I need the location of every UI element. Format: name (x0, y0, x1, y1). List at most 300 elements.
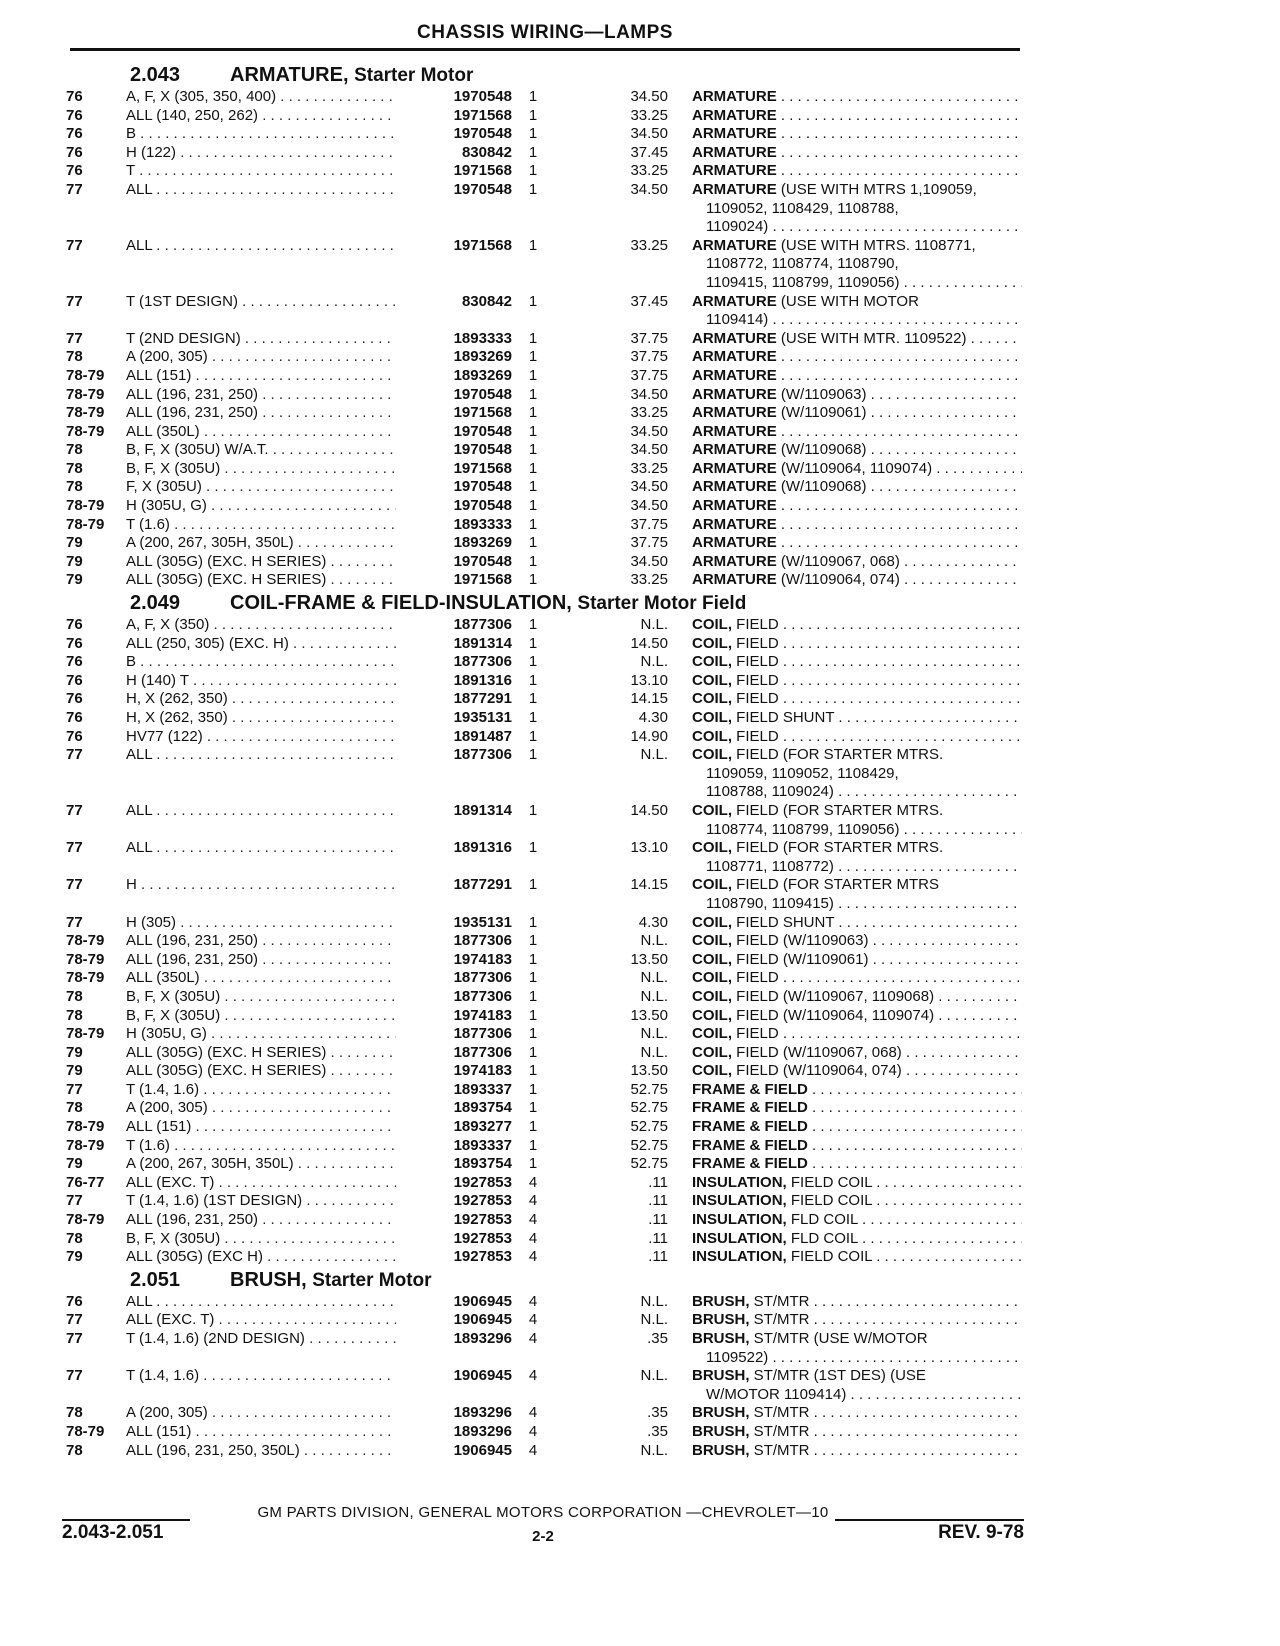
table-row (66, 709, 1026, 728)
description-keyword: COIL, (692, 690, 732, 708)
part-number: 1974183 (396, 1062, 512, 1081)
section-subtitle: Starter Motor Field (577, 593, 747, 615)
table-row (66, 1155, 1026, 1174)
price: N.L. (640, 1292, 668, 1310)
model-year: 79 (66, 571, 83, 589)
quantity: 1 (528, 106, 538, 124)
model-text: B, F, X (305U) (126, 459, 221, 477)
model-year: 77 (66, 1330, 83, 1347)
part-number: 1877291 (396, 876, 512, 895)
part-number: 1974183 (396, 951, 512, 970)
description-line (692, 635, 1022, 654)
price: 52.75 (630, 1136, 668, 1154)
description-detail: FIELD SHUNT (732, 913, 835, 931)
table-row (66, 553, 1026, 572)
description-detail: FIELD (732, 616, 779, 634)
model-text: ALL (250, 305) (EXC. H) (126, 634, 289, 652)
quantity: 1 (528, 515, 538, 533)
price: N.L. (640, 1441, 668, 1459)
quantity: 1 (528, 1136, 538, 1154)
model-year: 76 (66, 634, 83, 652)
description-line (692, 367, 1022, 386)
table-row (66, 839, 1026, 876)
model-year: 79 (66, 534, 83, 552)
part-description (692, 1044, 1022, 1063)
model-text: ALL (196, 231, 250) (126, 932, 259, 950)
model-year: 79 (66, 1062, 83, 1080)
quantity: 1 (528, 236, 538, 254)
description-keyword: BRUSH, (692, 1367, 750, 1385)
part-number: 1935131 (396, 914, 512, 933)
part-description (692, 441, 1022, 460)
description-line (692, 348, 1022, 367)
description-line (692, 616, 1022, 635)
table-row (66, 1442, 1026, 1461)
quantity: 1 (528, 671, 538, 689)
model-text: T (1.4, 1.6) (126, 1080, 200, 1098)
description-keyword: ARMATURE (692, 162, 777, 180)
part-number: 1891314 (396, 635, 512, 654)
quantity: 1 (528, 913, 538, 931)
model-text: ALL (EXC. T) (126, 1311, 215, 1329)
model-text: ALL (305G) (EXC. H SERIES) (126, 571, 327, 589)
price: .11 (648, 1229, 668, 1247)
model-text: ALL (151) (126, 366, 192, 384)
model-text: T (1.4, 1.6) (126, 1367, 200, 1385)
table-row (66, 367, 1026, 386)
description-line (692, 653, 1022, 672)
price: 33.25 (630, 162, 668, 180)
model-text: F, X (305U) (126, 478, 202, 496)
description-line (692, 1155, 1022, 1174)
price: 13.50 (630, 950, 668, 968)
model-year: 77 (66, 876, 83, 894)
price: 13.10 (630, 671, 668, 689)
description-detail: (USE WITH MOTOR (776, 292, 919, 310)
model-year: 77 (66, 913, 83, 931)
part-description (692, 1007, 1022, 1026)
part-description (692, 497, 1022, 516)
price: .11 (648, 1248, 668, 1266)
model-year: 78-79 (66, 385, 105, 403)
description-line (692, 988, 1022, 1007)
price: .35 (647, 1330, 668, 1347)
model-text: A, F, X (350) (126, 616, 210, 634)
model-year: 78 (66, 1404, 83, 1422)
part-number: 1893754 (396, 1155, 512, 1174)
part-number: 1971568 (396, 162, 512, 181)
part-number: 1877306 (396, 1025, 512, 1044)
description-detail: FIELD (732, 727, 779, 745)
part-description (692, 1081, 1022, 1100)
price: 52.75 (630, 1118, 668, 1136)
description-line (692, 330, 1022, 349)
part-number: 1877306 (396, 932, 512, 951)
model-text: ALL (151) (126, 1118, 192, 1136)
quantity: 1 (528, 162, 538, 180)
price: 34.50 (630, 88, 668, 105)
description-keyword: COIL, (692, 987, 732, 1005)
price: .11 (648, 1192, 668, 1210)
quantity: 4 (528, 1192, 538, 1210)
price: 37.75 (630, 515, 668, 533)
table-row (66, 635, 1026, 654)
footer-revision: REV. 9-78 (938, 1522, 1024, 1543)
part-description (692, 1248, 1022, 1267)
section-heading (130, 590, 1026, 616)
description-keyword: ARMATURE (692, 552, 777, 570)
model-year: 79 (66, 1043, 83, 1061)
part-description (692, 1230, 1022, 1249)
part-description (692, 1137, 1022, 1156)
description-keyword: ARMATURE (692, 292, 777, 310)
table-row (66, 1248, 1026, 1267)
model-text: ALL (126, 1292, 153, 1310)
section-subtitle: Starter Motor (354, 65, 474, 86)
description-detail: FIELD (W/1109064, 074) (732, 1062, 902, 1080)
parts-catalog-body (66, 62, 1026, 1460)
model-year: 77 (66, 292, 83, 310)
part-number: 1877291 (396, 690, 512, 709)
model-text: ALL (126, 746, 153, 764)
part-number: 1893333 (396, 330, 512, 349)
model-text: B, F, X (305U) W/A.T. (126, 441, 269, 459)
description-detail: FIELD (FOR STARTER MTRS. (732, 839, 944, 857)
part-number: 1893337 (396, 1081, 512, 1100)
model-year: 78 (66, 1229, 83, 1247)
quantity: 1 (528, 348, 538, 366)
model-year: 77 (66, 329, 83, 347)
description-detail: (USE WITH MTR. 1109522) (776, 329, 967, 347)
table-row (66, 1062, 1026, 1081)
part-number: 1927853 (396, 1230, 512, 1249)
part-description (692, 932, 1022, 951)
price: N.L. (640, 746, 668, 764)
price: 33.25 (630, 236, 668, 254)
part-number: 1927853 (396, 1248, 512, 1267)
description-detail: FIELD COIL (786, 1173, 873, 1191)
part-description (692, 107, 1022, 126)
quantity: 4 (528, 1311, 538, 1329)
part-number: 1970548 (396, 181, 512, 200)
model-text: A (200, 305) (126, 348, 208, 366)
description-detail: FIELD (732, 634, 779, 652)
description-detail: 1109414) (706, 311, 769, 329)
model-text: A (200, 267, 305H, 350L) (126, 534, 294, 552)
model-year: 78-79 (66, 1118, 105, 1136)
part-description (692, 1330, 1022, 1367)
part-description (692, 571, 1022, 590)
description-keyword: COIL, (692, 876, 732, 894)
model-year: 78 (66, 478, 83, 496)
description-keyword: ARMATURE (692, 88, 777, 105)
price: .35 (647, 1404, 668, 1422)
description-line (692, 441, 1022, 460)
model-year: 77 (66, 236, 83, 254)
description-detail: FLD COIL (786, 1229, 858, 1247)
model-year: 79 (66, 1248, 83, 1266)
description-keyword: ARMATURE (692, 441, 777, 459)
model-text: ALL (305G) (EXC. H SERIES) (126, 552, 327, 570)
section-heading (130, 1267, 1026, 1293)
quantity: 4 (528, 1404, 538, 1422)
description-detail: FIELD (732, 969, 779, 987)
part-description (692, 1404, 1022, 1423)
quantity: 1 (528, 709, 538, 726)
price: 37.45 (630, 292, 668, 310)
section-heading (130, 62, 1026, 88)
description-keyword: COIL, (692, 727, 732, 745)
model-year: 77 (66, 1080, 83, 1098)
price: 33.25 (630, 106, 668, 124)
table-row (66, 144, 1026, 163)
model-text: H (305U, G) (126, 1025, 207, 1043)
description-line (692, 1007, 1022, 1026)
part-number: 1971568 (396, 404, 512, 423)
description-detail: 1108790, 1109415) (706, 894, 834, 912)
quantity: 4 (528, 1441, 538, 1459)
description-line (692, 1230, 1022, 1249)
description-detail: FIELD COIL (786, 1192, 873, 1210)
description-line (692, 534, 1022, 553)
part-description (692, 988, 1022, 1007)
model-text: A (200, 305) (126, 1099, 208, 1117)
quantity: 1 (528, 616, 538, 634)
model-year: 77 (66, 1311, 83, 1329)
quantity: 4 (528, 1422, 538, 1440)
description-keyword: ARMATURE (692, 571, 777, 589)
description-detail: FIELD (732, 671, 779, 689)
quantity: 1 (528, 634, 538, 652)
table-row (66, 1007, 1026, 1026)
part-number: 1970548 (396, 423, 512, 442)
price: N.L. (640, 1367, 668, 1385)
part-number: 830842 (396, 144, 512, 163)
table-row (66, 1293, 1026, 1312)
table-row (66, 1311, 1026, 1330)
quantity: 1 (528, 969, 538, 987)
price: N.L. (640, 1311, 668, 1329)
table-row (66, 1230, 1026, 1249)
description-keyword: BRUSH, (692, 1422, 750, 1440)
table-row (66, 1044, 1026, 1063)
description-keyword: COIL, (692, 746, 732, 764)
model-year: 78 (66, 441, 83, 459)
description-keyword: ARMATURE (692, 385, 777, 403)
part-number: 1970548 (396, 497, 512, 516)
description-detail: FIELD (FOR STARTER MTRS (732, 876, 939, 894)
price: 33.25 (630, 571, 668, 589)
description-keyword: BRUSH, (692, 1441, 750, 1459)
model-text: T (126, 162, 135, 180)
model-text: A (200, 267, 305H, 350L) (126, 1155, 294, 1173)
model-year: 76 (66, 727, 83, 745)
part-description (692, 1192, 1022, 1211)
description-keyword: INSULATION, (692, 1248, 787, 1266)
description-keyword: FRAME & FIELD (692, 1155, 808, 1173)
part-number: 1893277 (396, 1118, 512, 1137)
model-text: ALL (126, 180, 153, 198)
model-text: B (126, 125, 137, 143)
part-number: 1877306 (396, 746, 512, 765)
model-year: 78 (66, 348, 83, 366)
description-detail: (W/1109067, 068) (776, 552, 900, 570)
model-text: T (1.6) (126, 515, 170, 533)
price: 13.10 (630, 839, 668, 857)
model-text: B, F, X (305U) (126, 1006, 221, 1024)
table-row (66, 802, 1026, 839)
description-line (692, 181, 1022, 200)
table-row (66, 1174, 1026, 1193)
description-line (692, 1442, 1022, 1461)
description-keyword: ARMATURE (692, 515, 777, 533)
part-number: 1906945 (396, 1442, 512, 1461)
model-year: 78-79 (66, 950, 105, 968)
description-keyword: COIL, (692, 1006, 732, 1024)
description-detail: (W/1109064, 074) (776, 571, 900, 589)
part-description (692, 125, 1022, 144)
model-year: 76 (66, 106, 83, 124)
part-description (692, 516, 1022, 535)
quantity: 1 (528, 571, 538, 589)
part-description (692, 969, 1022, 988)
description-detail: 1108774, 1108799, 1109056) (706, 820, 900, 838)
description-detail: FIELD (732, 653, 779, 671)
part-number: 1893333 (396, 516, 512, 535)
description-detail: FIELD (W/1109063) (732, 932, 869, 950)
part-description (692, 1118, 1022, 1137)
model-year: 76 (66, 653, 83, 671)
description-line (692, 1025, 1022, 1044)
description-line (692, 274, 1022, 293)
description-detail: (W/1109063) (776, 385, 867, 403)
part-description (692, 1099, 1022, 1118)
table-row (66, 746, 1026, 802)
model-year: 77 (66, 801, 83, 819)
description-detail: FIELD (FOR STARTER MTRS. (732, 801, 944, 819)
section-title: COIL-FRAME & FIELD-INSULATION, (230, 592, 572, 615)
part-description (692, 616, 1022, 635)
part-description (692, 144, 1022, 163)
table-row (66, 162, 1026, 181)
model-text: ALL (196, 231, 250) (126, 1211, 259, 1229)
table-row (66, 423, 1026, 442)
description-keyword: ARMATURE (692, 497, 777, 515)
part-number: 1877306 (396, 988, 512, 1007)
description-line (692, 553, 1022, 572)
model-year: 76 (66, 671, 83, 689)
part-number: 1906945 (396, 1367, 512, 1386)
description-detail: (W/1109068) (776, 441, 867, 459)
model-year: 78-79 (66, 497, 105, 515)
model-text: ALL (EXC. T) (126, 1173, 215, 1191)
model-text: ALL (305G) (EXC H) (126, 1248, 263, 1266)
part-number: 1893269 (396, 367, 512, 386)
part-description (692, 1155, 1022, 1174)
table-row (66, 914, 1026, 933)
description-detail: FIELD SHUNT (732, 709, 835, 726)
table-row (66, 876, 1026, 913)
model-text: ALL (140, 250, 262) (126, 106, 259, 124)
description-detail: W/MOTOR 1109414) (706, 1385, 847, 1403)
description-detail: FIELD (FOR STARTER MTRS. (732, 746, 944, 764)
model-year: 78 (66, 1099, 83, 1117)
section-subtitle: Starter Motor (312, 1269, 432, 1291)
description-line (692, 765, 1022, 784)
model-text: H, X (262, 350) (126, 709, 228, 726)
description-keyword: INSULATION, (692, 1192, 787, 1210)
part-description (692, 1211, 1022, 1230)
part-number: 1971568 (396, 571, 512, 590)
quantity: 4 (528, 1330, 538, 1347)
part-number: 1970548 (396, 88, 512, 107)
part-number: 1891314 (396, 802, 512, 821)
table-row (66, 404, 1026, 423)
model-text: H (122) (126, 143, 177, 161)
description-line (692, 460, 1022, 479)
part-description (692, 1293, 1022, 1312)
description-detail: 1108771, 1108772) (706, 857, 834, 875)
model-year: 76 (66, 1292, 83, 1310)
part-description (692, 162, 1022, 181)
description-detail: FIELD (W/1109067, 1109068) (732, 987, 935, 1005)
description-line (692, 783, 1022, 802)
quantity: 1 (528, 950, 538, 968)
model-year: 78 (66, 987, 83, 1005)
part-description (692, 460, 1022, 479)
quantity: 1 (528, 801, 538, 819)
model-text: ALL (196, 231, 250) (126, 404, 259, 422)
section-title: BRUSH, (230, 1268, 307, 1291)
price: 52.75 (630, 1155, 668, 1173)
model-year: 78-79 (66, 515, 105, 533)
footer-section-range: 2.043-2.051 (62, 1522, 164, 1543)
description-line (692, 1211, 1022, 1230)
description-keyword: BRUSH, (692, 1311, 750, 1329)
model-year: 78-79 (66, 1136, 105, 1154)
model-year: 77 (66, 1192, 83, 1210)
model-text: T (1ST DESIGN) (126, 292, 238, 310)
description-line (692, 386, 1022, 405)
model-year: 76 (66, 690, 83, 708)
description-detail: (W/1109068) (776, 478, 867, 496)
description-detail: FIELD (W/1109061) (732, 950, 869, 968)
description-keyword: COIL, (692, 950, 732, 968)
description-detail: FIELD (732, 1025, 779, 1043)
table-row (66, 181, 1026, 237)
description-keyword: COIL, (692, 1043, 732, 1061)
part-description (692, 876, 1022, 913)
model-year: 78 (66, 1441, 83, 1459)
quantity: 1 (528, 441, 538, 459)
description-line (692, 709, 1022, 728)
quantity: 1 (528, 422, 538, 440)
description-line (692, 858, 1022, 877)
description-detail: 1109415, 1108799, 1109056) (706, 273, 900, 291)
model-year: 78-79 (66, 1025, 105, 1043)
description-keyword: COIL, (692, 616, 732, 634)
description-detail: ST/MTR (749, 1311, 810, 1329)
model-year: 76 (66, 125, 83, 143)
description-line (692, 478, 1022, 497)
description-line (692, 1137, 1022, 1156)
quantity: 1 (528, 143, 538, 161)
part-number: 1893269 (396, 534, 512, 553)
description-line (692, 1248, 1022, 1267)
part-description (692, 348, 1022, 367)
part-number: 1927853 (396, 1211, 512, 1230)
model-year: 79 (66, 552, 83, 570)
